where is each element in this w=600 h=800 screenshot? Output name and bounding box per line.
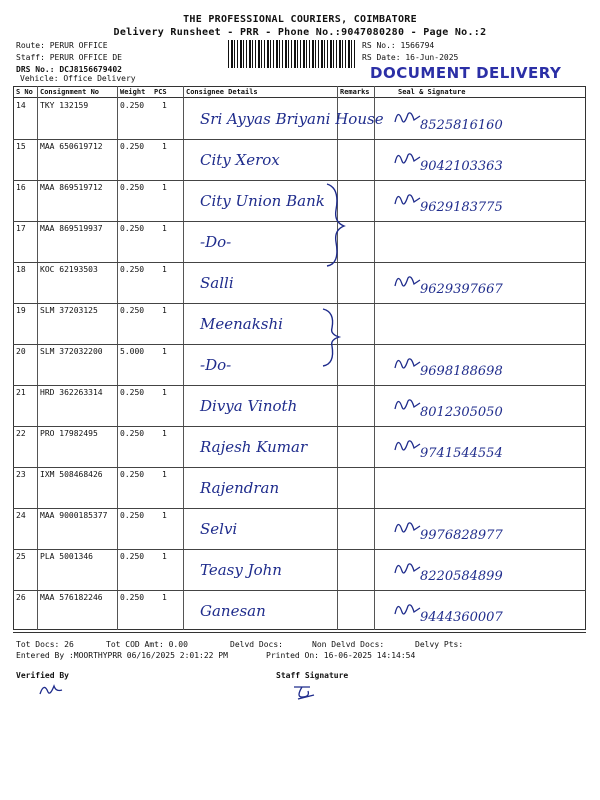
row-weight: 0.250 — [120, 470, 145, 479]
row-consignment-no: MAA 9000185377 — [40, 511, 108, 520]
staff-label: Staff: PERUR OFFICE DE — [16, 53, 122, 62]
row-sno: 20 — [16, 347, 26, 356]
row-consignee-handwritten: City Xerox — [200, 151, 280, 169]
row-weight: 0.250 — [120, 511, 145, 520]
row-pcs: 1 — [162, 470, 167, 479]
row-weight: 5.000 — [120, 347, 145, 356]
row-consignment-no: MAA 869519937 — [40, 224, 103, 233]
bracket-mark — [322, 180, 352, 270]
row-consignee-handwritten: Rajendran — [200, 479, 280, 497]
col-header-sno: S No — [16, 88, 33, 96]
non-delivered-docs: Non Delvd Docs: — [312, 640, 385, 649]
row-weight: 0.250 — [120, 183, 145, 192]
col-header-remarks: Remarks — [340, 88, 370, 96]
row-consignee-handwritten: Meenakshi — [200, 315, 283, 333]
row-consignment-no: SLM 372032200 — [40, 347, 103, 356]
row-divider — [13, 262, 586, 263]
row-sno: 21 — [16, 388, 26, 397]
row-divider — [13, 467, 586, 468]
row-signature-scribble — [392, 270, 422, 292]
row-signature-scribble — [392, 147, 422, 169]
row-sno: 22 — [16, 429, 26, 438]
barcode — [228, 40, 356, 68]
row-divider — [13, 426, 586, 427]
row-phone-handwritten: 9741544554 — [420, 446, 503, 461]
row-consignee-handwritten: Salli — [200, 274, 234, 292]
row-sno: 15 — [16, 142, 26, 151]
row-signature-scribble — [392, 516, 422, 538]
bracket-mark — [318, 306, 348, 368]
row-consignee-handwritten: -Do- — [200, 356, 232, 374]
rs-date: RS Date: 16-Jun-2025 — [362, 53, 459, 62]
row-sno: 24 — [16, 511, 26, 520]
entered-by: Entered By :MOORTHYPRR 06/16/2025 2:01:22 PM — [16, 651, 228, 660]
row-consignment-no: MAA 869519712 — [40, 183, 103, 192]
col-header-pcs: PCS — [154, 88, 167, 96]
row-pcs: 1 — [162, 101, 167, 110]
row-pcs: 1 — [162, 552, 167, 561]
row-sno: 23 — [16, 470, 26, 479]
row-sno: 19 — [16, 306, 26, 315]
row-signature-scribble — [392, 557, 422, 579]
total-cod: Tot COD Amt: 0.00 — [106, 640, 188, 649]
row-pcs: 1 — [162, 593, 167, 602]
staff-signature-label: Staff Signature — [276, 671, 349, 680]
row-phone-handwritten: 9976828977 — [420, 528, 503, 543]
row-weight: 0.250 — [120, 552, 145, 561]
row-signature-scribble — [392, 188, 422, 210]
row-divider — [13, 385, 586, 386]
row-sno: 16 — [16, 183, 26, 192]
company-title: THE PROFESSIONAL COURIERS, COIMBATORE — [183, 14, 417, 25]
row-sno: 17 — [16, 224, 26, 233]
row-consignee-handwritten: Teasy John — [200, 561, 282, 579]
row-consignee-handwritten: Sri Ayyas Briyani House — [200, 110, 384, 128]
col-header-consignment: Consignment No — [40, 88, 100, 96]
row-sno: 25 — [16, 552, 26, 561]
row-pcs: 1 — [162, 183, 167, 192]
footer-divider — [13, 632, 586, 633]
row-consignment-no: PLA 5001346 — [40, 552, 93, 561]
row-phone-handwritten: 8012305050 — [420, 405, 503, 420]
row-signature-scribble — [392, 598, 422, 620]
delivery-points: Delvy Pts: — [415, 640, 464, 649]
row-weight: 0.250 — [120, 142, 145, 151]
row-consignee-handwritten: Selvi — [200, 520, 238, 538]
row-divider — [13, 303, 586, 304]
row-signature-scribble — [392, 106, 422, 128]
runsheet-subtitle: Delivery Runsheet - PRR - Phone No.:9047080280 - Page No.:2 — [113, 27, 487, 38]
row-pcs: 1 — [162, 265, 167, 274]
vehicle-label: Vehicle: Office Delivery — [20, 74, 136, 83]
row-divider — [13, 590, 586, 591]
row-consignment-no: IXM 508468426 — [40, 470, 103, 479]
row-weight: 0.250 — [120, 306, 145, 315]
row-weight: 0.250 — [120, 388, 145, 397]
row-divider — [13, 508, 586, 509]
row-consignee-handwritten: Divya Vinoth — [200, 397, 298, 415]
row-phone-handwritten: 8525816160 — [420, 118, 503, 133]
total-docs: Tot Docs: 26 — [16, 640, 74, 649]
row-weight: 0.250 — [120, 101, 145, 110]
row-consignment-no: HRD 362263314 — [40, 388, 103, 397]
staff-signature — [290, 681, 320, 701]
row-consignment-no: MAA 576182246 — [40, 593, 103, 602]
row-sno: 14 — [16, 101, 26, 110]
document-delivery-stamp: DOCUMENT DELIVERY — [370, 64, 562, 82]
row-consignee-handwritten: -Do- — [200, 233, 232, 251]
row-consignee-handwritten: Ganesan — [200, 602, 266, 620]
delivered-docs: Delvd Docs: — [230, 640, 283, 649]
row-pcs: 1 — [162, 306, 167, 315]
col-header-signature: Seal & Signature — [398, 88, 466, 96]
row-divider — [13, 344, 586, 345]
row-consignment-no: KOC 62193503 — [40, 265, 98, 274]
verified-by-label: Verified By — [16, 671, 69, 680]
row-pcs: 1 — [162, 224, 167, 233]
row-weight: 0.250 — [120, 224, 145, 233]
row-weight: 0.250 — [120, 593, 145, 602]
row-consignment-no: SLM 37203125 — [40, 306, 98, 315]
row-divider — [13, 221, 586, 222]
header-divider — [13, 97, 586, 98]
col-header-consignee: Consignee Details — [186, 88, 258, 96]
row-phone-handwritten: 9629183775 — [420, 200, 503, 215]
row-divider — [13, 139, 586, 140]
row-phone-handwritten: 8220584899 — [420, 569, 503, 584]
row-weight: 0.250 — [120, 429, 145, 438]
col-header-weight: Weight — [120, 88, 146, 96]
row-signature-scribble — [392, 352, 422, 374]
row-pcs: 1 — [162, 347, 167, 356]
row-sno: 18 — [16, 265, 26, 274]
row-consignment-no: MAA 650619712 — [40, 142, 103, 151]
row-divider — [13, 180, 586, 181]
row-pcs: 1 — [162, 388, 167, 397]
row-signature-scribble — [392, 434, 422, 456]
route-label: Route: PERUR OFFICE — [16, 41, 108, 50]
verifier-signature — [36, 680, 66, 698]
rs-number: RS No.: 1566794 — [362, 41, 435, 50]
drs-number: DRS No.: DCJ8156679402 — [16, 65, 122, 74]
row-phone-handwritten: 9629397667 — [420, 282, 503, 297]
row-consignment-no: PRO 17982495 — [40, 429, 98, 438]
row-phone-handwritten: 9042103363 — [420, 159, 503, 174]
row-phone-handwritten: 9698188698 — [420, 364, 503, 379]
row-consignee-handwritten: City Union Bank — [200, 192, 325, 210]
row-consignment-no: TKY 132159 — [40, 101, 89, 110]
row-weight: 0.250 — [120, 265, 145, 274]
row-sno: 26 — [16, 593, 26, 602]
printed-on: Printed On: 16-06-2025 14:14:54 — [266, 651, 416, 660]
row-consignee-handwritten: Rajesh Kumar — [200, 438, 308, 456]
row-signature-scribble — [392, 393, 422, 415]
row-pcs: 1 — [162, 429, 167, 438]
row-pcs: 1 — [162, 511, 167, 520]
row-divider — [13, 549, 586, 550]
row-pcs: 1 — [162, 142, 167, 151]
row-phone-handwritten: 9444360007 — [420, 610, 503, 625]
